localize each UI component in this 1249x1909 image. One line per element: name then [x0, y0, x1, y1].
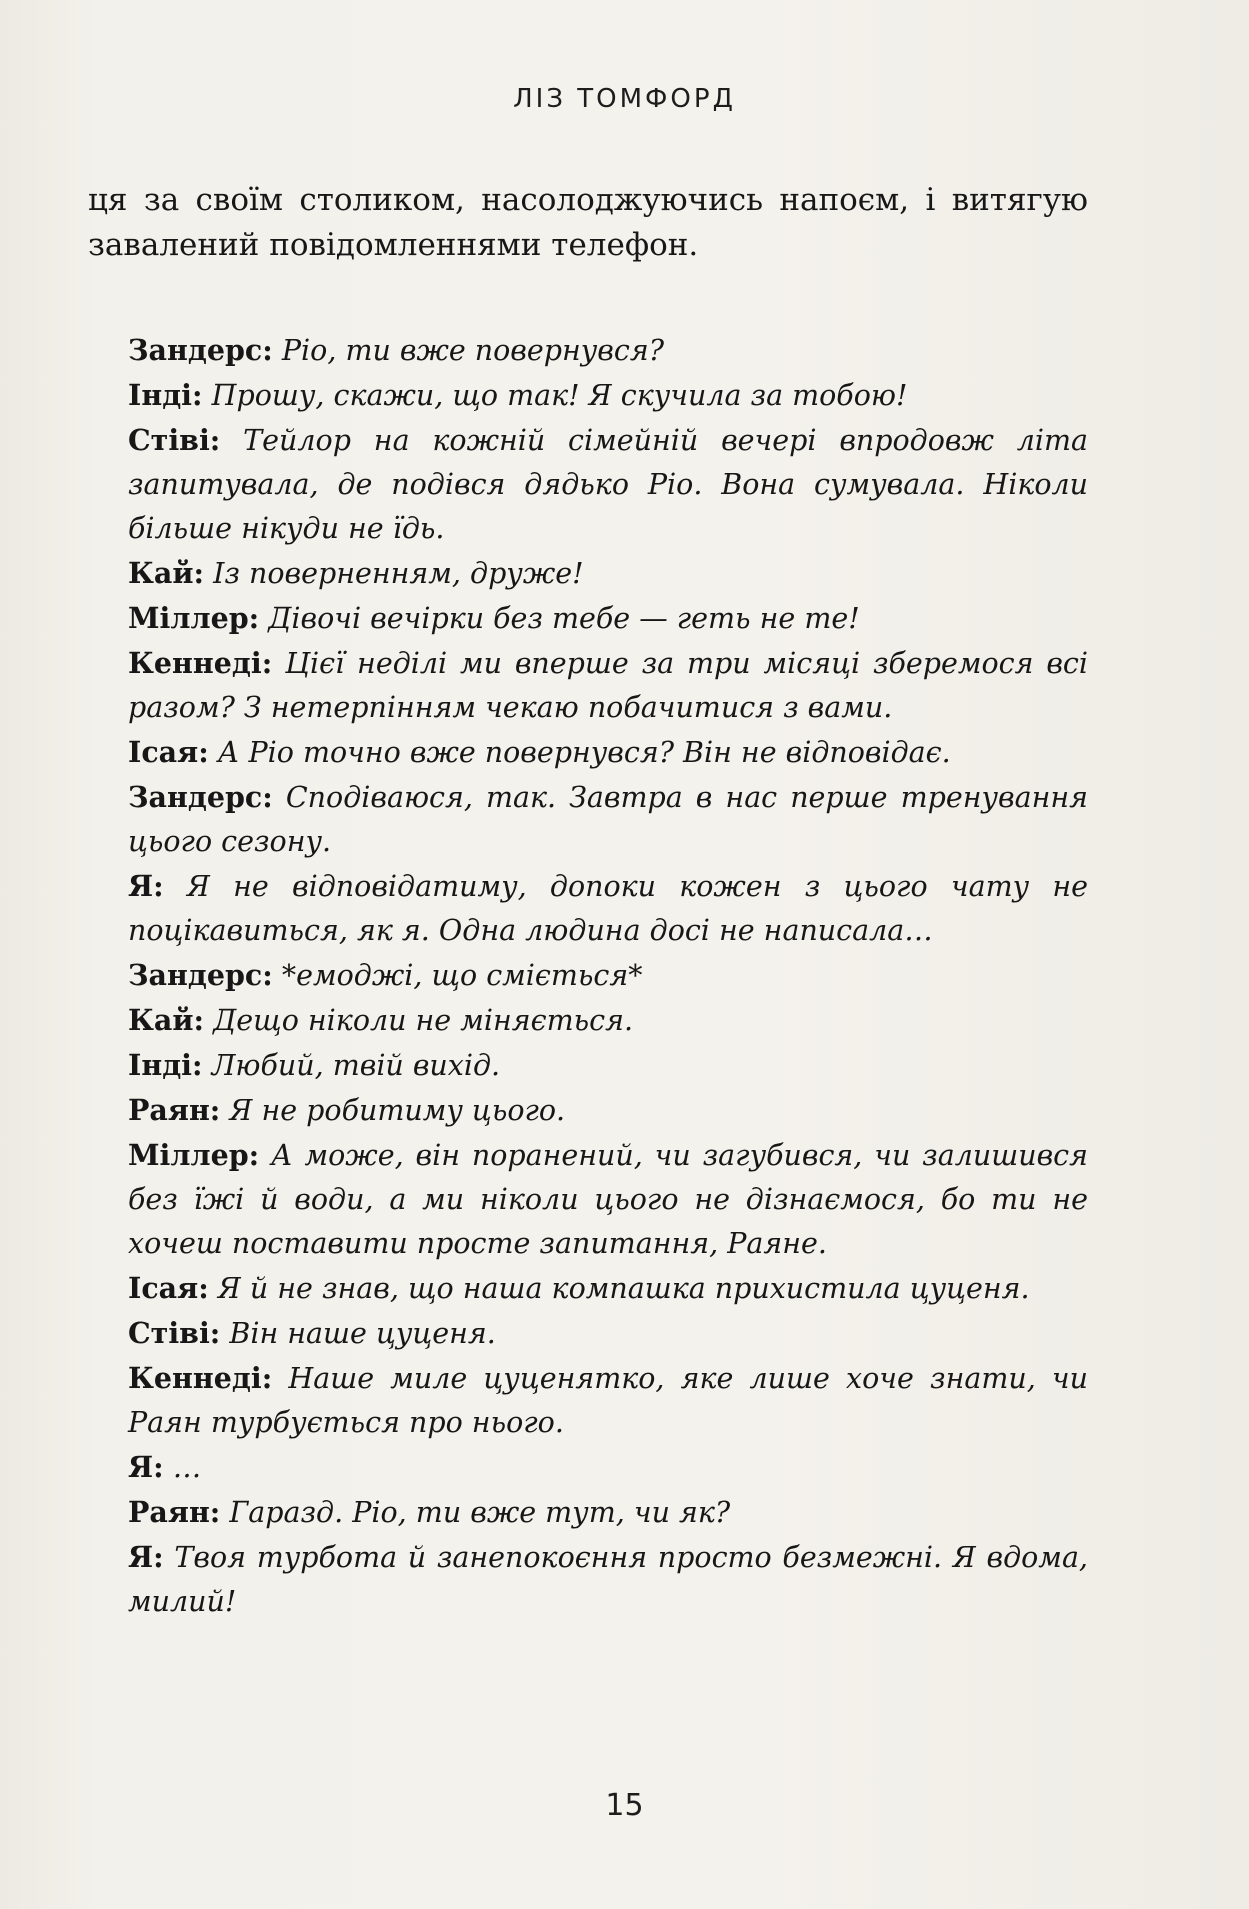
chat-speaker: Інді:: [128, 1048, 203, 1082]
chat-speaker: Міллер:: [128, 1138, 260, 1172]
chat-speaker: Раян:: [128, 1093, 221, 1127]
chat-speaker: Я:: [128, 1540, 164, 1574]
chat-line: [88, 730, 1088, 775]
chat-message: Я не відповідатиму, допоки кожен з цього чату не поцікавиться, як я. Одна людина досі не написала…: [128, 870, 1088, 947]
chat-message: …: [172, 1451, 202, 1484]
chat-speaker: Міллер:: [128, 601, 260, 635]
chat-speaker: Кеннеді:: [128, 646, 273, 680]
chat-line: [88, 1445, 1088, 1490]
chat-message: Він наше цуценя.: [229, 1317, 496, 1350]
chat-transcript: [88, 328, 1088, 1624]
chat-speaker: Зандерс:: [128, 333, 273, 367]
chat-message: *емоджі, що сміється*: [281, 959, 643, 992]
chat-line: [88, 1133, 1088, 1266]
chat-message: Я не робитиму цього.: [229, 1094, 566, 1127]
chat-message: Цієї неділі ми вперше за три місяці зберемося всі разом? З нетерпінням чекаю побачитися з вами.: [128, 647, 1089, 724]
chat-speaker: Я:: [128, 1450, 164, 1484]
chat-line: [88, 775, 1088, 864]
chat-line: [88, 953, 1088, 998]
chat-line: [88, 551, 1088, 596]
chat-speaker: Інді:: [128, 378, 203, 412]
chat-message: Я й не знав, що наша компашка прихистила цуценя.: [217, 1272, 1030, 1305]
chat-line: [88, 418, 1088, 551]
chat-speaker: Ісая:: [128, 735, 209, 769]
running-head: ЛІЗ ТОМФОРД: [513, 84, 736, 114]
chat-speaker: Кеннеді:: [128, 1361, 273, 1395]
chat-speaker: Кай:: [128, 1003, 205, 1037]
chat-speaker: Раян:: [128, 1495, 221, 1529]
chat-line: [88, 998, 1088, 1043]
chat-speaker: Кай:: [128, 556, 205, 590]
chat-message: Твоя турбота й занепокоєння просто безмежні. Я вдома, милий!: [128, 1541, 1088, 1618]
chat-message: Із поверненням, друже!: [213, 557, 584, 590]
chat-message: А Ріо точно вже повернувся? Він не відповідає.: [217, 736, 951, 769]
chat-line: [88, 864, 1088, 953]
chat-message: Ріо, ти вже повернувся?: [281, 334, 665, 367]
narrative-text: [88, 178, 1088, 268]
chat-speaker: Ісая:: [128, 1271, 209, 1305]
chat-message: Сподіваюся, так. Завтра в нас перше тренування цього сезону.: [128, 781, 1089, 858]
chat-message: Гаразд. Ріо, ти вже тут, чи як?: [229, 1496, 731, 1529]
page-number: 15: [605, 1788, 644, 1823]
chat-message: Наше миле цуценятко, яке лише хоче знати, чи Раян турбується про нього.: [128, 1362, 1088, 1439]
chat-message: Прошу, скажи, що так! Я скучила за тобою!: [211, 379, 908, 412]
chat-line: [88, 1311, 1088, 1356]
chat-message: Дещо ніколи не міняється.: [213, 1004, 634, 1037]
chat-line: [88, 1088, 1088, 1133]
chat-line: [88, 1356, 1088, 1445]
chat-speaker: Зандерс:: [128, 958, 273, 992]
chat-message: Тейлор на кожній сімейній вечері впродовж літа запитувала, де подівся дядько Ріо. Вона сумувала. Ніколи більше нікуди не їдь.: [128, 424, 1088, 545]
chat-line: [88, 1535, 1088, 1624]
chat-message: Дівочі вечірки без тебе — геть не те!: [268, 602, 860, 635]
chat-speaker: Стіві:: [128, 423, 221, 457]
chat-line: [88, 1043, 1088, 1088]
narrative-paragraph: ця за своїм столиком, насолоджуючись напоєм, і витягую завалений повідомленнями телефон.: [88, 182, 1088, 263]
chat-speaker: Я:: [128, 869, 164, 903]
chat-line: [88, 373, 1088, 418]
chat-line: [88, 596, 1088, 641]
chat-line: [88, 1266, 1088, 1311]
chat-line: [88, 1490, 1088, 1535]
chat-message: А може, він поранений, чи загубився, чи залишився без їжі й води, а ми ніколи цього не дізнаємося, бо ти не хочеш поставити просте запитання, Раяне.: [128, 1139, 1088, 1260]
chat-line: [88, 641, 1088, 730]
chat-speaker: Зандерс:: [128, 780, 273, 814]
chat-line: [88, 328, 1088, 373]
chat-message: Любий, твій вихід.: [211, 1049, 501, 1082]
chat-speaker: Стіві:: [128, 1316, 221, 1350]
